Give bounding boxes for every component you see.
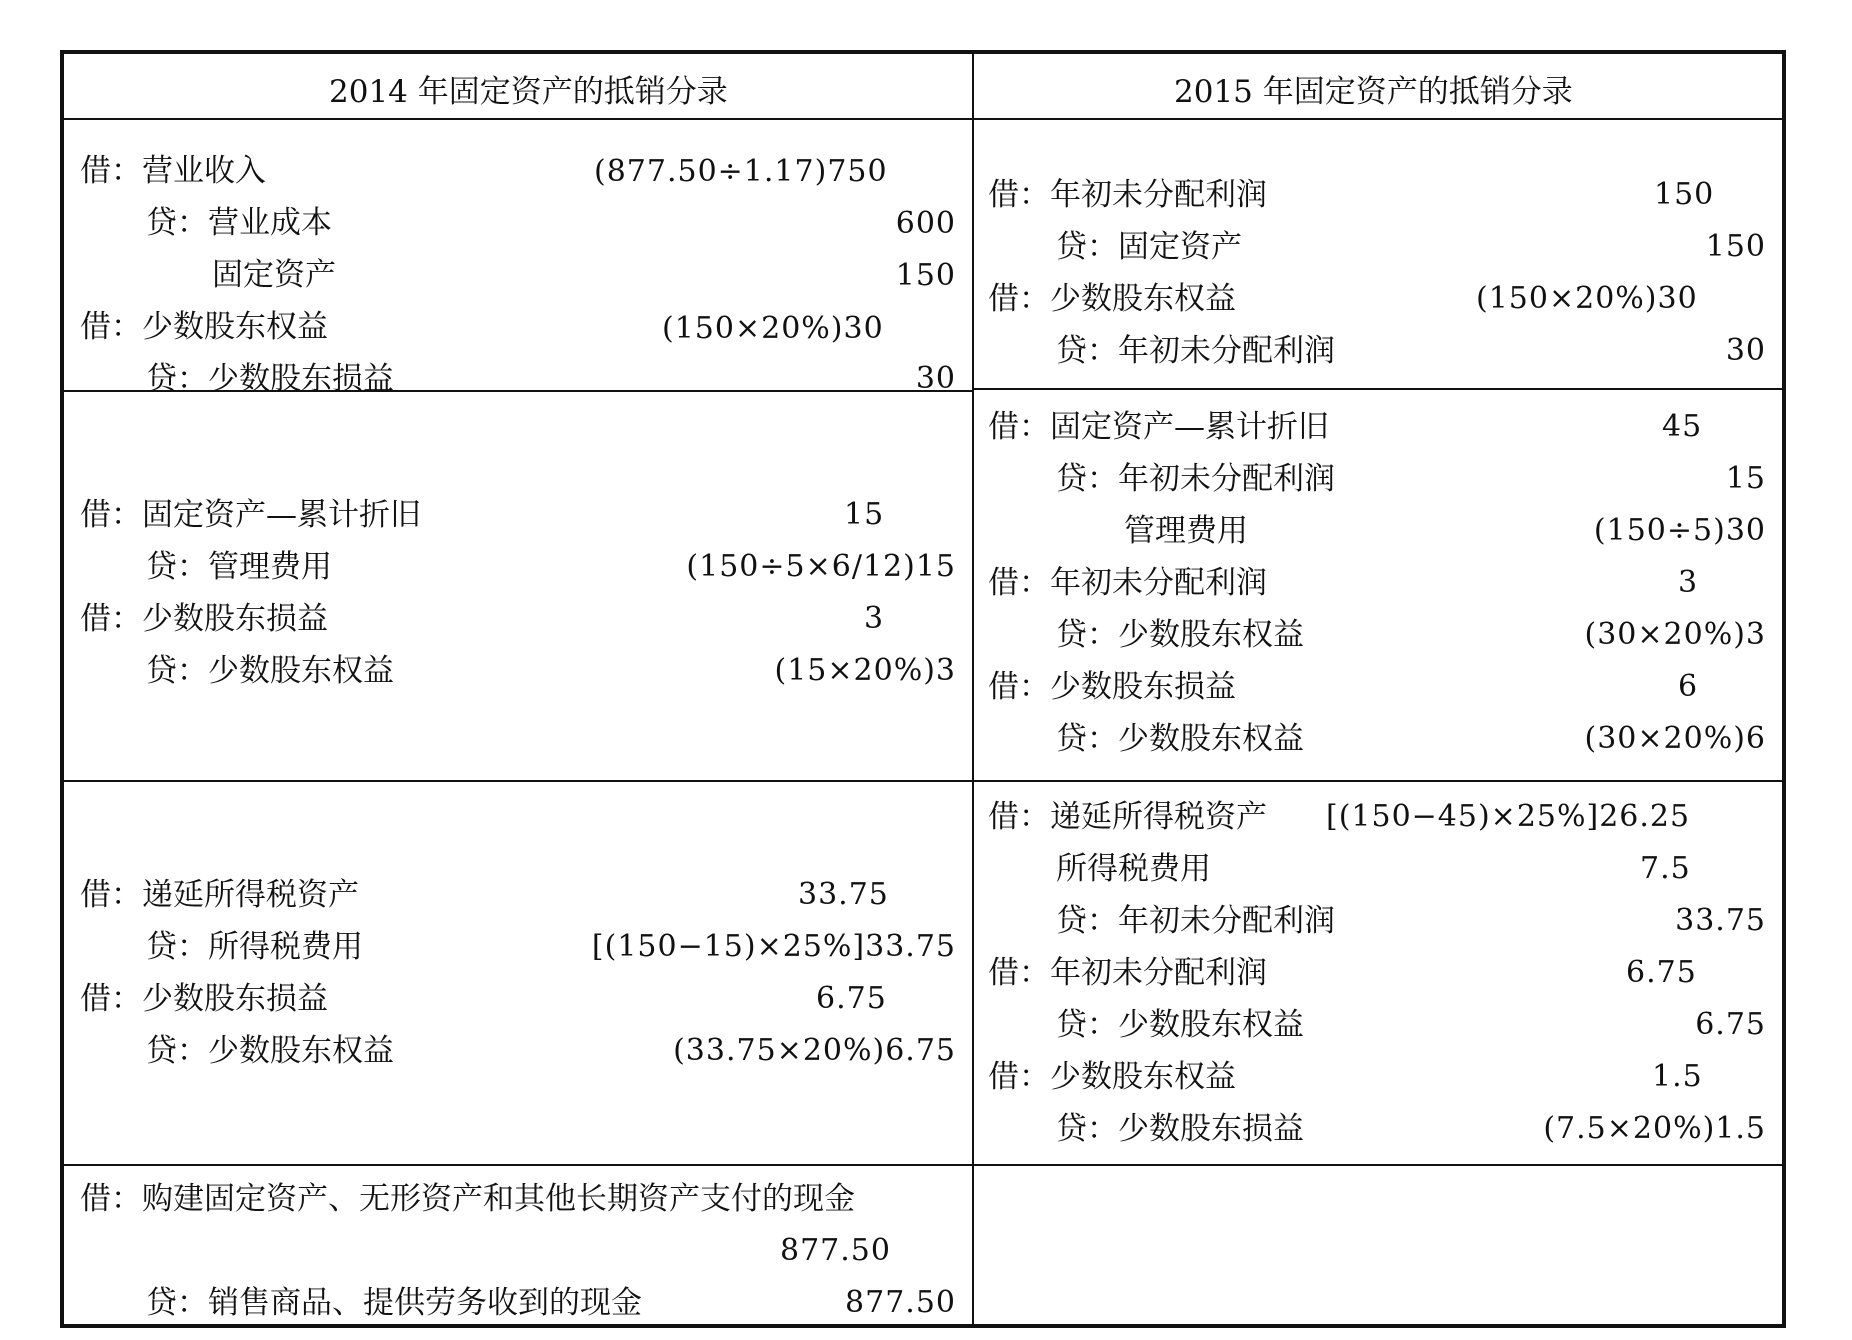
entry-label: 贷：少数股东权益 <box>1056 617 1304 653</box>
entry-label: 贷：少数股东损益 <box>1056 1111 1304 1147</box>
entry-label: 贷：少数股东损益 <box>146 361 394 397</box>
entry-label: 借：少数股东权益 <box>80 309 328 345</box>
entry-label: 贷：年初未分配利润 <box>1056 461 1335 497</box>
entry-amount: (150÷5×6/12)15 <box>686 549 956 584</box>
entry-amount: 15 <box>1725 461 1766 496</box>
entry-amount: (150÷5)30 <box>1593 513 1766 548</box>
entries-table <box>60 50 1786 1328</box>
entry-label: 管理费用 <box>1124 513 1248 549</box>
entry-amount: 15 <box>844 497 885 532</box>
column-divider <box>972 54 974 1324</box>
entry-amount: (33.75×20%)6.75 <box>673 1033 956 1068</box>
entry-label: 借：年初未分配利润 <box>988 955 1267 991</box>
entry-amount: (15×20%)3 <box>774 653 956 688</box>
entry-label: 借：固定资产—累计折旧 <box>80 497 421 533</box>
entry-label: 借：少数股东损益 <box>80 601 328 637</box>
entry-amount: [(150−45)×25%]26.25 <box>1326 799 1691 834</box>
entry-amount: 6.75 <box>1626 955 1697 990</box>
entry-amount: 3 <box>1678 565 1699 600</box>
entry-amount: (150×20%)30 <box>662 311 884 346</box>
entry-amount: 150 <box>895 258 956 293</box>
entry-amount: [(150−15)×25%]33.75 <box>591 929 956 964</box>
entry-label: 借：递延所得税资产 <box>80 877 359 913</box>
entry-label: 借：固定资产—累计折旧 <box>988 409 1329 445</box>
entry-amount: 150 <box>1705 229 1766 264</box>
entry-label: 借：少数股东损益 <box>988 669 1236 705</box>
entry-amount: 45 <box>1662 409 1703 444</box>
entry-amount: (877.50÷1.17)750 <box>594 154 888 189</box>
entry-amount: 6.75 <box>1695 1007 1766 1042</box>
entry-amount: 30 <box>915 361 956 396</box>
entry-amount: (150×20%)30 <box>1476 281 1698 316</box>
entry-label: 贷：少数股东权益 <box>146 653 394 689</box>
row-divider-3 <box>64 1164 1782 1166</box>
entry-amount: 877.50 <box>845 1285 956 1320</box>
row-divider-right-1 <box>972 388 1782 390</box>
header-2015: 2015 年固定资产的抵销分录 <box>1174 74 1573 110</box>
entry-label: 贷：固定资产 <box>1056 229 1242 265</box>
entry-amount: 6.75 <box>816 981 887 1016</box>
entry-amount: (30×20%)3 <box>1584 617 1766 652</box>
entry-amount: 6 <box>1678 669 1699 704</box>
entry-amount: 30 <box>1725 333 1766 368</box>
entry-amount: 600 <box>895 206 956 241</box>
row-divider-2 <box>64 780 1782 782</box>
entry-amount: 33.75 <box>1675 903 1766 938</box>
entry-label: 贷：年初未分配利润 <box>1056 903 1335 939</box>
entry-label: 借：递延所得税资产 <box>988 799 1267 835</box>
entry-label: 借：少数股东损益 <box>80 981 328 1017</box>
entry-label: 贷：少数股东权益 <box>1056 721 1304 757</box>
entry-label: 借：营业收入 <box>80 153 266 189</box>
entry-label: 贷：管理费用 <box>146 549 332 585</box>
entry-label: 贷：所得税费用 <box>146 929 363 965</box>
entry-amount: 33.75 <box>798 877 889 912</box>
entry-amount: 1.5 <box>1652 1059 1703 1094</box>
entry-label: 借：年初未分配利润 <box>988 565 1267 601</box>
entry-amount: (30×20%)6 <box>1584 721 1766 756</box>
header-2014: 2014 年固定资产的抵销分录 <box>329 74 728 110</box>
entry-label: 贷：营业成本 <box>146 205 332 241</box>
entry-label: 贷：少数股东权益 <box>146 1033 394 1069</box>
entry-label: 借：少数股东权益 <box>988 281 1236 317</box>
entry-label: 所得税费用 <box>1056 851 1211 887</box>
entry-label: 借：购建固定资产、无形资产和其他长期资产支付的现金 <box>80 1181 855 1217</box>
entry-label: 固定资产 <box>212 257 336 293</box>
entry-amount: (7.5×20%)1.5 <box>1543 1111 1766 1146</box>
entry-label: 贷：少数股东权益 <box>1056 1007 1304 1043</box>
header-divider <box>64 118 1782 120</box>
entry-label: 贷：销售商品、提供劳务收到的现金 <box>146 1285 642 1321</box>
entry-amount: 3 <box>864 601 885 636</box>
entry-label: 贷：年初未分配利润 <box>1056 333 1335 369</box>
entry-amount: 877.50 <box>780 1233 891 1268</box>
entry-label: 借：年初未分配利润 <box>988 177 1267 213</box>
entry-label: 借：少数股东权益 <box>988 1059 1236 1095</box>
entry-amount: 150 <box>1654 177 1715 212</box>
entry-amount: 7.5 <box>1640 851 1691 886</box>
